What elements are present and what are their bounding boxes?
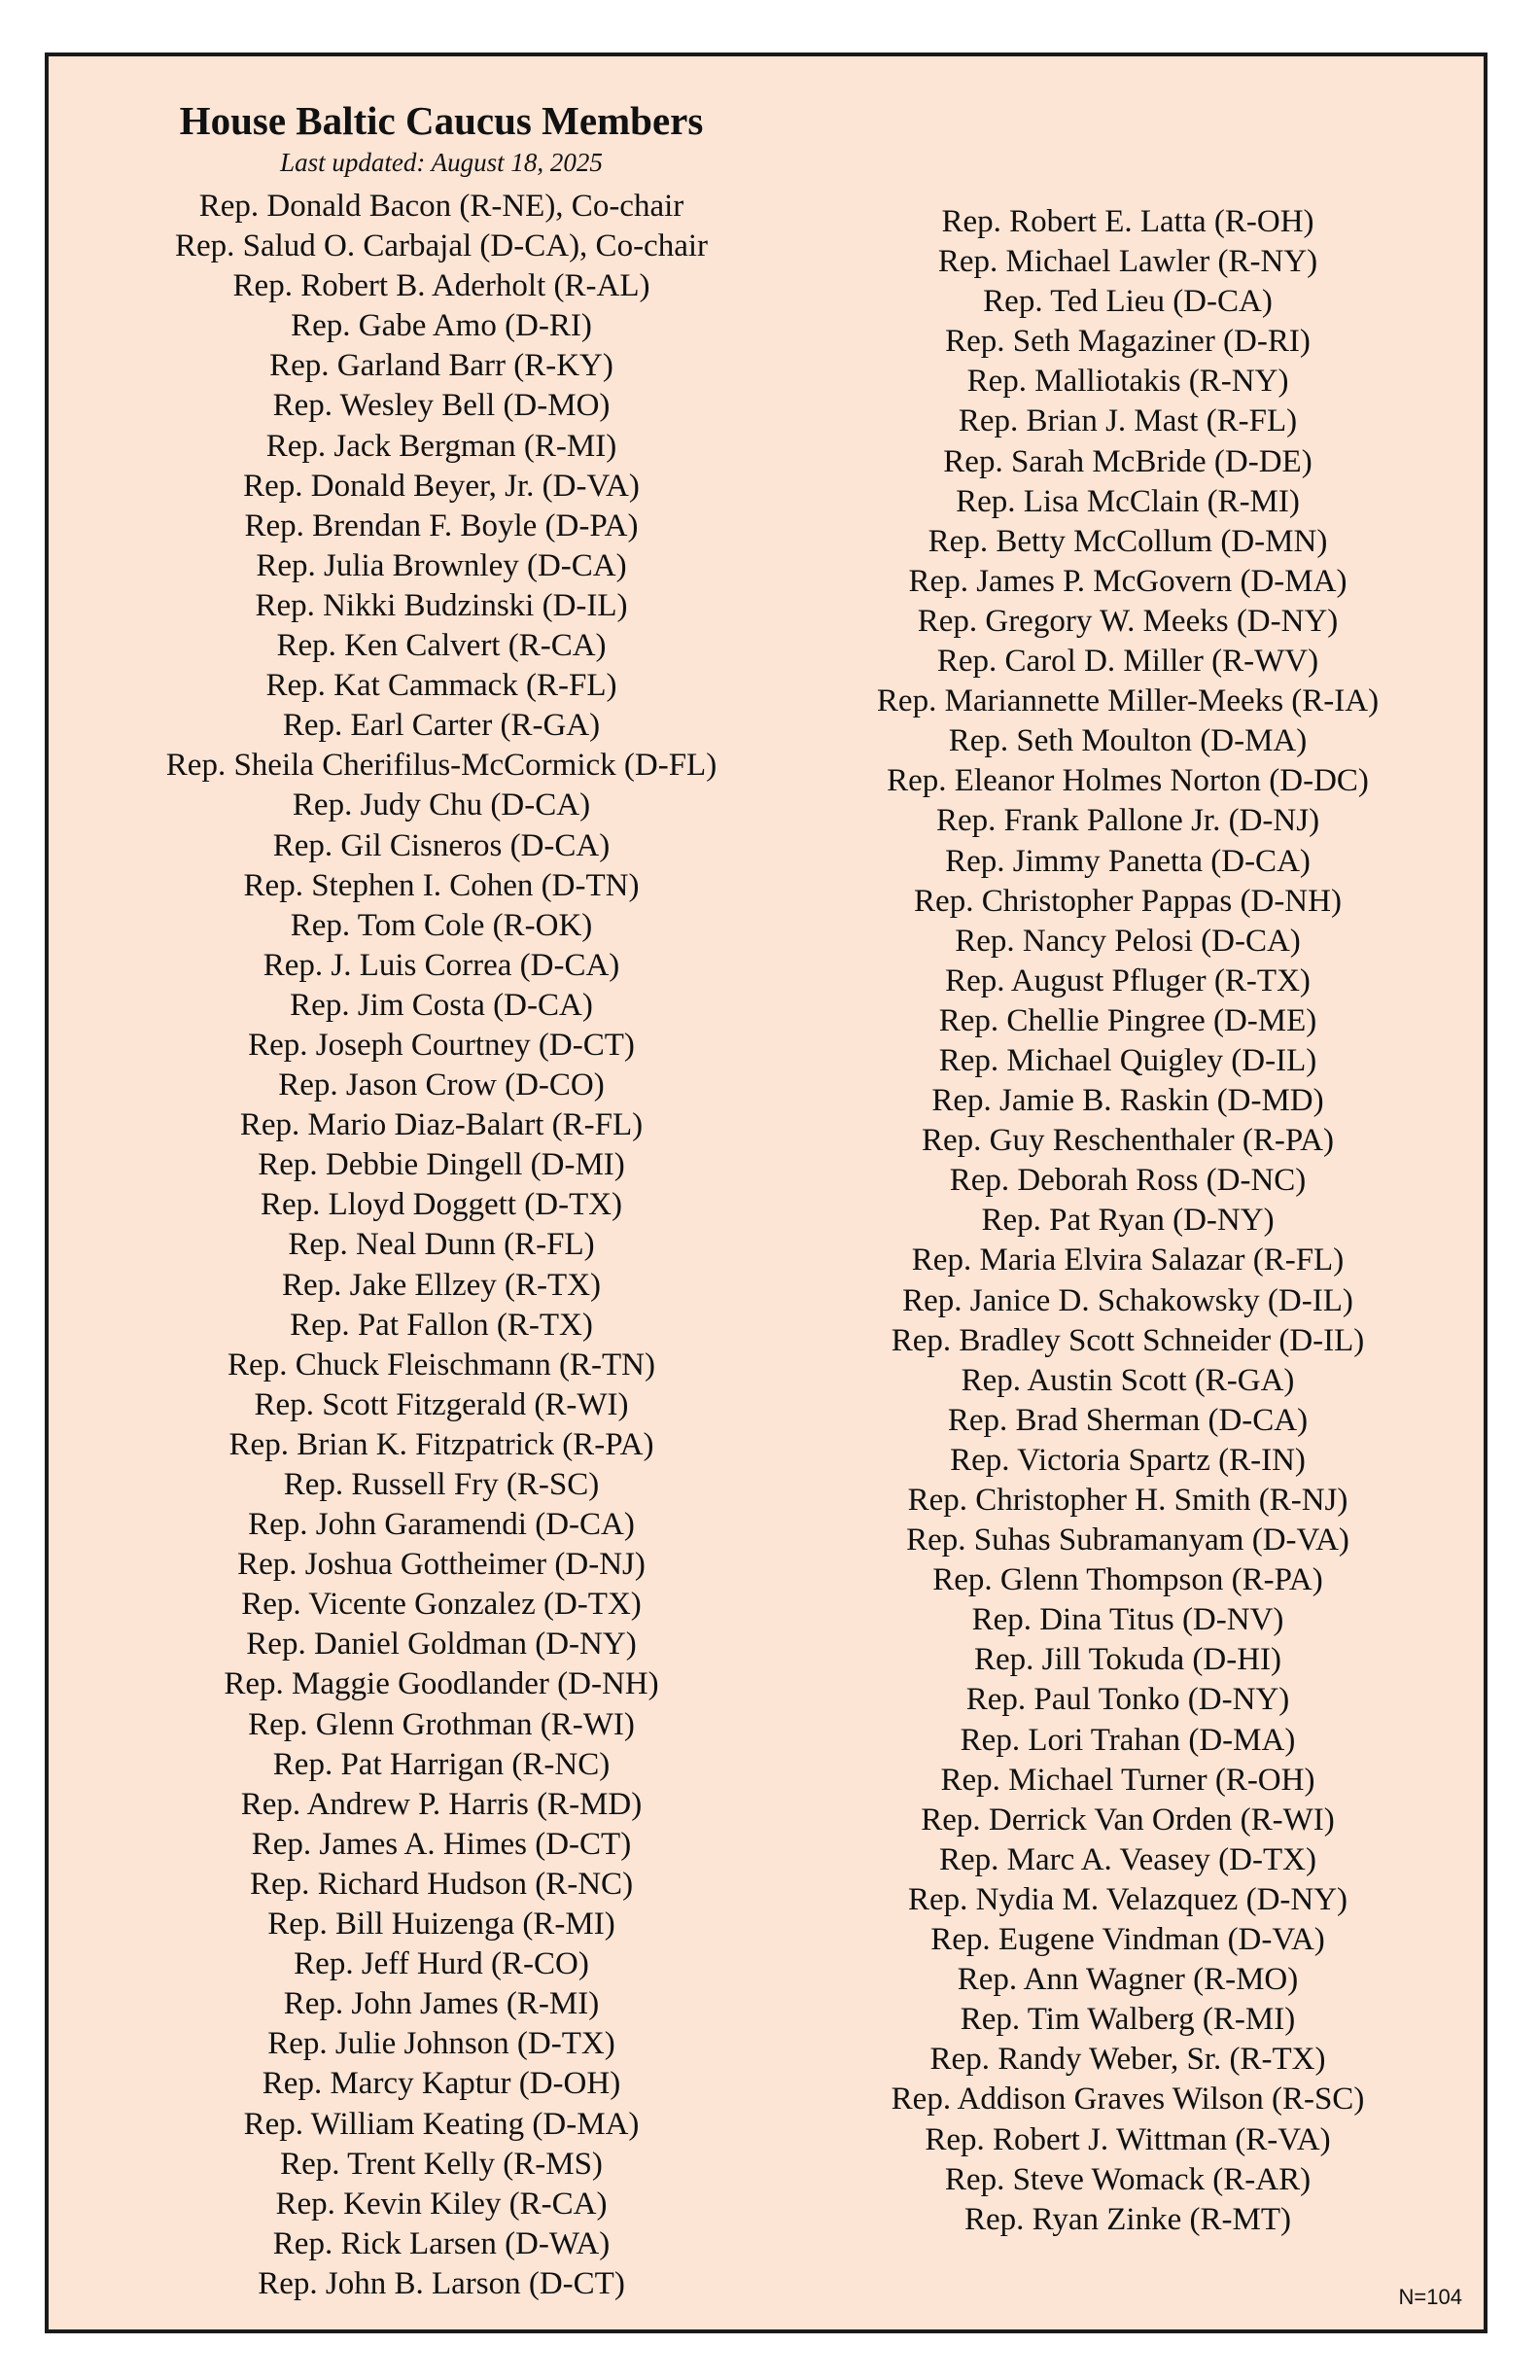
member-entry: Rep. Janice D. Schakowsky (D-IL) (902, 1282, 1353, 1318)
member-entry: Rep. Jake Ellzey (R-TX) (281, 1267, 602, 1303)
member-entry: Rep. Malliotakis (R-NY) (966, 364, 1289, 400)
member-entry: Rep. Salud O. Carbajal (D-CA), Co-chair (174, 228, 709, 264)
member-entry: Rep. August Pfluger (R-TX) (945, 962, 1311, 998)
member-entry: Rep. Brad Sherman (D-CA) (947, 1402, 1309, 1438)
member-entry: Rep. Eugene Vindman (D-VA) (930, 1922, 1325, 1958)
member-entry: Rep. Robert B. Aderholt (R-AL) (232, 268, 650, 304)
member-entry: Rep. James P. McGovern (D-MA) (908, 563, 1348, 599)
member-entry: Rep. Guy Reschenthaler (R-PA) (921, 1123, 1335, 1159)
member-entry: Rep. Deborah Ross (D-NC) (949, 1163, 1307, 1199)
member-entry: Rep. Ken Calvert (R-CA) (276, 628, 607, 664)
member-entry: Rep. Jill Tokuda (D-HI) (973, 1642, 1282, 1678)
member-entry: Rep. John B. Larson (D-CT) (258, 2265, 625, 2301)
member-entry: Rep. J. Luis Correa (D-CA) (262, 947, 620, 983)
member-entry: Rep. Suhas Subramanyam (D-VA) (906, 1522, 1349, 1558)
member-entry: Rep. Julie Johnson (D-TX) (267, 2026, 615, 2062)
member-entry: Rep. Wesley Bell (D-MO) (272, 388, 611, 424)
right-column (778, 202, 1478, 2240)
member-entry: Rep. Austin Scott (R-GA) (961, 1362, 1295, 1398)
member-entry: Rep. Michael Quigley (D-IL) (938, 1042, 1317, 1078)
member-entry: Rep. Robert E. Latta (R-OH) (941, 204, 1314, 239)
member-entry: Rep. Glenn Thompson (R-PA) (932, 1562, 1323, 1598)
member-entry: Rep. Mariannette Miller-Meeks (R-IA) (876, 683, 1380, 719)
member-entry: Rep. Judy Chu (D-CA) (292, 788, 591, 823)
member-entry: Rep. Donald Bacon (R-NE), Co-chair (198, 189, 684, 224)
last-updated: Last updated: August 18, 2025 (280, 148, 603, 177)
member-entry: Rep. Tom Cole (R-OK) (290, 907, 593, 943)
member-entry: Rep. Pat Fallon (R-TX) (290, 1307, 593, 1343)
member-entry: Rep. Bill Huizenga (R-MI) (267, 1907, 615, 1942)
member-entry: Rep. Lisa McClain (R-MI) (956, 483, 1300, 519)
member-entry: Rep. Randy Weber, Sr. (R-TX) (929, 2042, 1326, 2078)
member-entry: Rep. Kat Cammack (R-FL) (265, 668, 617, 704)
member-entry: Rep. Michael Turner (R-OH) (940, 1762, 1315, 1798)
member-entry: Rep. Lori Trahan (D-MA) (960, 1722, 1296, 1758)
member-count: N=104 (1398, 2285, 1462, 2309)
member-entry: Rep. Trent Kelly (R-MS) (280, 2146, 603, 2182)
member-entry: Rep. Richard Hudson (R-NC) (249, 1866, 634, 1902)
member-entry: Rep. Dina Titus (D-NV) (971, 1602, 1284, 1638)
member-entry: Rep. Andrew P. Harris (R-MD) (240, 1786, 643, 1822)
member-entry: Rep. Jim Costa (D-CA) (290, 987, 593, 1023)
member-entry: Rep. Betty McCollum (D-MN) (928, 523, 1328, 559)
member-entry: Rep. James A. Himes (D-CT) (251, 1826, 632, 1862)
member-entry: Rep. Vicente Gonzalez (D-TX) (241, 1587, 642, 1623)
member-entry: Rep. Glenn Grothman (R-WI) (248, 1706, 635, 1742)
member-entry: Rep. Donald Beyer, Jr. (D-VA) (243, 468, 640, 504)
member-entry: Rep. Joseph Courtney (D-CT) (248, 1027, 635, 1063)
member-entry: Rep. Eleanor Holmes Norton (D-DC) (887, 763, 1369, 799)
member-entry: Rep. John James (R-MI) (283, 1986, 600, 2022)
member-entry: Rep. Lloyd Doggett (D-TX) (260, 1187, 623, 1223)
member-entry: Rep. Nikki Budzinski (D-IL) (255, 587, 628, 623)
member-entry: Rep. Russell Fry (R-SC) (283, 1467, 600, 1502)
member-entry: Rep. William Keating (D-MA) (243, 2106, 640, 2142)
member-entry: Rep. Seth Magaziner (D-RI) (945, 324, 1311, 360)
member-entry: Rep. Chellie Pingree (D-ME) (938, 1002, 1317, 1038)
member-entry: Rep. Rick Larsen (D-WA) (272, 2225, 611, 2261)
member-entry: Rep. Julia Brownley (D-CA) (256, 547, 627, 583)
member-entry: Rep. Sarah McBride (D-DE) (943, 443, 1312, 479)
member-entry: Rep. Neal Dunn (R-FL) (288, 1227, 595, 1263)
document-frame (45, 52, 1488, 2333)
member-entry: Rep. Seth Moulton (D-MA) (948, 723, 1308, 759)
member-entry: Rep. Pat Harrigan (R-NC) (272, 1746, 611, 1782)
member-entry: Rep. Carol D. Miller (R-WV) (936, 644, 1319, 680)
member-entry: Rep. Brendan F. Boyle (D-PA) (244, 508, 639, 543)
member-entry: Rep. Kevin Kiley (R-CA) (275, 2186, 608, 2222)
member-entry: Rep. Bradley Scott Schneider (D-IL) (891, 1322, 1365, 1358)
member-entry: Rep. Jack Bergman (R-MI) (265, 428, 617, 464)
member-entry: Rep. Frank Pallone Jr. (D-NJ) (935, 803, 1320, 839)
member-entry: Rep. Maria Elvira Salazar (R-FL) (911, 1242, 1345, 1278)
member-entry: Rep. Scott Fitzgerald (R-WI) (254, 1386, 629, 1422)
member-entry: Rep. Robert J. Wittman (R-VA) (925, 2121, 1331, 2157)
member-entry: Rep. Joshua Gottheimer (D-NJ) (237, 1547, 646, 1583)
member-entry: Rep. Stephen I. Cohen (D-TN) (243, 867, 640, 903)
member-entry: Rep. Jeff Hurd (R-CO) (294, 1946, 589, 1982)
right-member-list (778, 202, 1478, 2240)
member-entry: Rep. Pat Ryan (D-NY) (981, 1203, 1275, 1239)
member-entry: Rep. Jamie B. Raskin (D-MD) (931, 1083, 1324, 1119)
member-entry: Rep. Nydia M. Velazquez (D-NY) (907, 1881, 1348, 1917)
member-entry: Rep. Ryan Zinke (R-MT) (964, 2201, 1291, 2237)
member-entry: Rep. Gil Cisneros (D-CA) (272, 827, 611, 863)
member-entry: Rep. Sheila Cherifilus-McCormick (D-FL) (165, 748, 718, 784)
member-entry: Rep. Earl Carter (R-GA) (282, 708, 601, 744)
member-entry: Rep. John Garamendi (D-CA) (248, 1507, 635, 1543)
member-entry: Rep. Paul Tonko (D-NY) (965, 1682, 1290, 1718)
member-entry: Rep. Marcy Kaptur (D-OH) (262, 2066, 621, 2102)
left-column (91, 95, 791, 2304)
member-entry: Rep. Gabe Amo (D-RI) (291, 308, 592, 344)
member-entry: Rep. Mario Diaz-Balart (R-FL) (239, 1107, 644, 1143)
member-entry: Rep. Christopher H. Smith (R-NJ) (907, 1483, 1348, 1518)
member-entry: Rep. Ted Lieu (D-CA) (983, 284, 1273, 320)
member-entry: Rep. Michael Lawler (R-NY) (937, 244, 1318, 280)
member-entry: Rep. Christopher Pappas (D-NH) (914, 883, 1342, 919)
member-entry: Rep. Debbie Dingell (D-MI) (258, 1147, 625, 1183)
member-entry: Rep. Nancy Pelosi (D-CA) (955, 923, 1301, 959)
member-entry: Rep. Daniel Goldman (D-NY) (246, 1627, 637, 1662)
member-entry: Rep. Brian J. Mast (R-FL) (958, 403, 1298, 439)
document-title: House Baltic Caucus Members (179, 98, 704, 143)
member-entry: Rep. Derrick Van Orden (R-WI) (921, 1802, 1335, 1838)
member-entry: Rep. Addison Graves Wilson (R-SC) (891, 2082, 1365, 2118)
member-entry: Rep. Maggie Goodlander (D-NH) (224, 1666, 659, 1702)
member-entry: Rep. Victoria Spartz (R-IN) (950, 1442, 1306, 1478)
member-entry: Rep. Gregory W. Meeks (D-NY) (917, 603, 1339, 639)
member-entry: Rep. Tim Walberg (R-MI) (960, 2002, 1296, 2038)
member-entry: Rep. Steve Womack (R-AR) (944, 2161, 1312, 2197)
member-entry: Rep. Ann Wagner (R-MO) (957, 1962, 1299, 1998)
member-entry: Rep. Jason Crow (D-CO) (278, 1068, 605, 1103)
member-entry: Rep. Jimmy Panetta (D-CA) (945, 843, 1311, 879)
member-entry: Rep. Brian K. Fitzpatrick (R-PA) (228, 1426, 654, 1462)
member-entry: Rep. Garland Barr (R-KY) (269, 348, 613, 384)
left-member-list (91, 187, 791, 2304)
member-entry: Rep. Marc A. Veasey (D-TX) (939, 1841, 1316, 1877)
member-entry: Rep. Chuck Fleischmann (R-TN) (228, 1347, 655, 1382)
